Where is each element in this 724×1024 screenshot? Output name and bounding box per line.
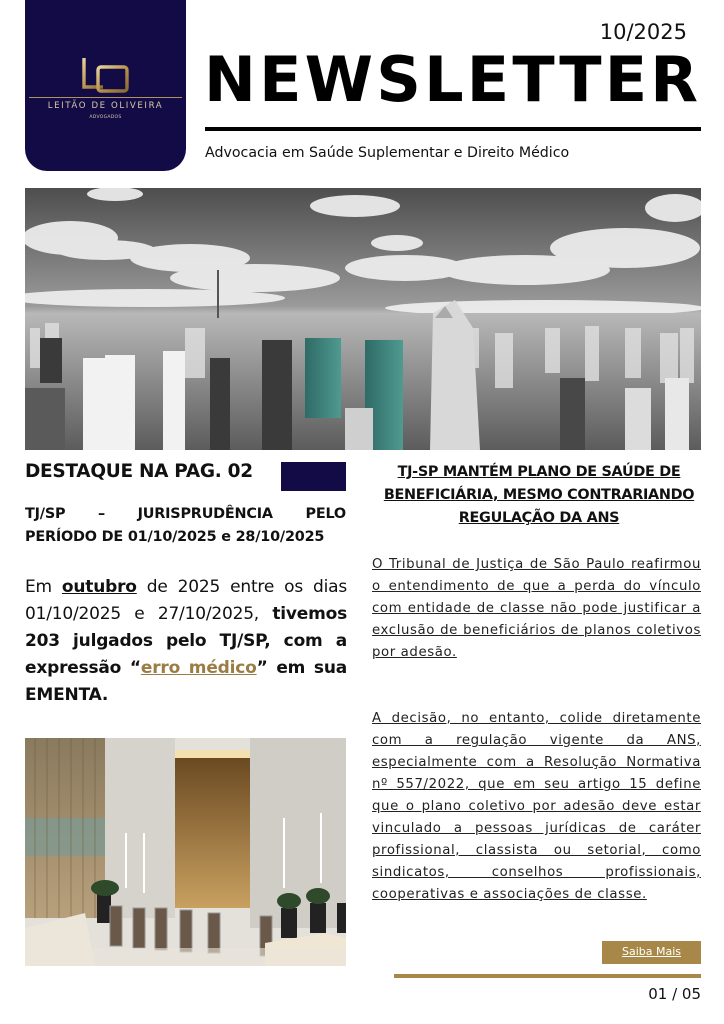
juris-title-word: PELO bbox=[305, 506, 346, 522]
article-paragraph-2: A decisão, no entanto, colide diretamente com a regulação vigente da ANS, especialmente com a Resolução Normativa nº 557/2022, que em seu artigo 15 define que o plano coletivo por adesão deve estar vinculado a pessoas jurídicas de caráter profissional, classista ou setorial, como sindicatos, conselhos profissionais, cooperativas e associações de classe. bbox=[372, 711, 701, 902]
search-term-link[interactable]: erro médico bbox=[140, 658, 257, 678]
page-subtitle: Advocacia em Saúde Suplementar e Direito Médico bbox=[205, 145, 570, 161]
juris-title-word: TJ/SP bbox=[25, 506, 66, 522]
stats-text-segment: Em bbox=[25, 577, 62, 597]
office-lobby-image bbox=[25, 738, 346, 966]
decorative-navy-block bbox=[281, 462, 346, 491]
footer-divider bbox=[394, 974, 701, 978]
read-more-button[interactable]: Saiba Mais bbox=[602, 941, 701, 964]
title-divider bbox=[205, 127, 701, 131]
logo-divider bbox=[29, 97, 182, 98]
juris-title-line2: PERÍODO DE 01/10/2025 e 28/10/2025 bbox=[25, 529, 325, 545]
issue-date: 10/2025 bbox=[599, 20, 687, 44]
stats-bold-segment: ” em sua EMENTA. bbox=[25, 658, 347, 705]
firm-name: LEITÃO DE OLIVEIRA bbox=[47, 101, 164, 111]
lo-monogram-icon bbox=[81, 55, 131, 95]
stats-month: outubro bbox=[61, 577, 137, 597]
page-number: 01 / 05 bbox=[648, 985, 701, 1003]
juris-title-word: – bbox=[97, 506, 105, 522]
page-title: NEWSLETTER bbox=[204, 43, 702, 116]
firm-subtitle: ADVOGADOS bbox=[89, 115, 122, 120]
article-paragraph-1: O Tribunal de Justiça de São Paulo reafirmou o entendimento de que a perda do vínculo com entidade de classe não pode justificar a exclusão de beneficiários de planos coletivos por adesão. bbox=[372, 557, 701, 660]
juris-title-word: JURISPRUDÊNCIA bbox=[137, 506, 273, 522]
article-title: TJ-SP MANTÉM PLANO DE SAÚDE DE BENEFICIÁRIA, MESMO CONTRARIANDO REGULAÇÃO DA ANS bbox=[383, 464, 695, 526]
stats-bold-segment: tivemos 203 julgados pelo TJ/SP, com a expressão “ bbox=[25, 604, 347, 678]
highlight-heading: DESTAQUE NA PAG. 02 bbox=[25, 461, 253, 482]
city-skyline-image bbox=[25, 188, 701, 450]
firm-logo bbox=[25, 0, 186, 171]
jurisprudence-title bbox=[25, 503, 346, 549]
stats-text-segment: de 2025 entre os dias 01/10/2025 e 27/10/2025, bbox=[25, 577, 347, 624]
stats-paragraph bbox=[25, 574, 347, 709]
